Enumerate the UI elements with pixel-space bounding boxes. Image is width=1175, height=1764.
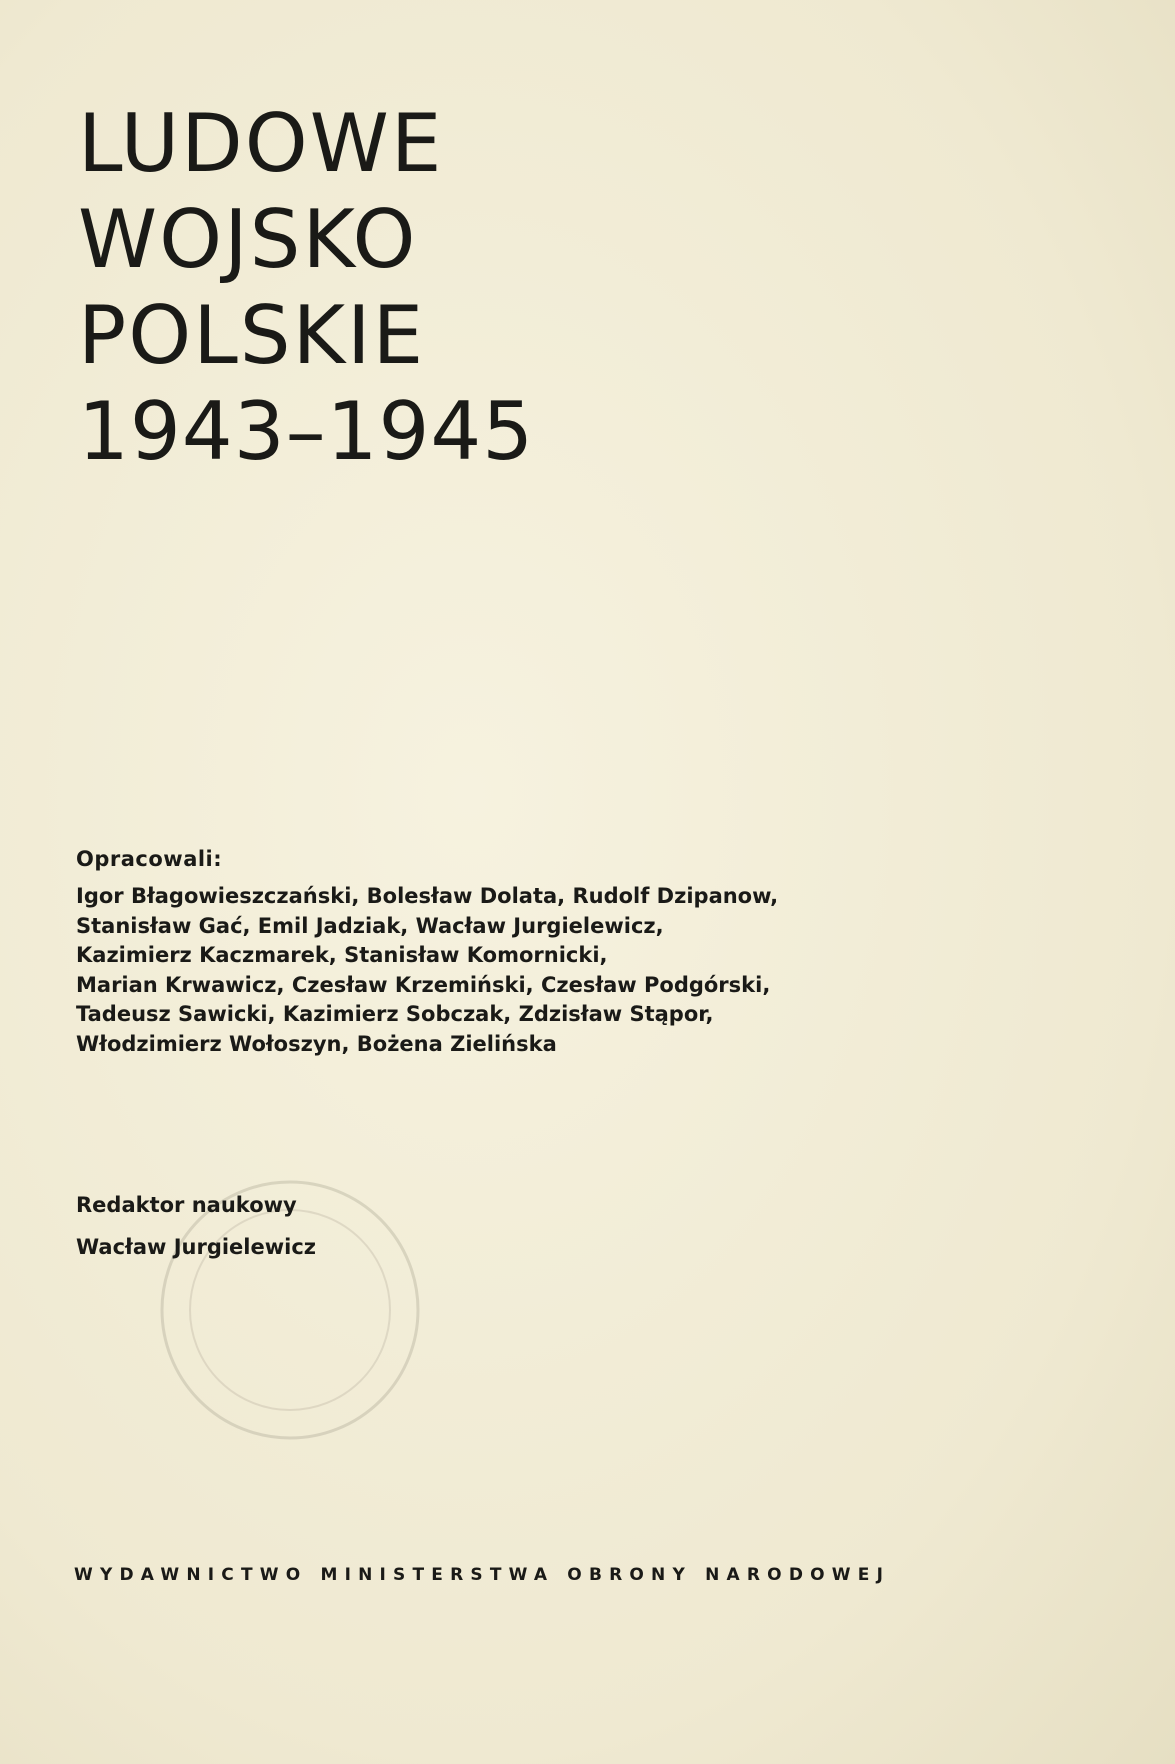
editor-role: Redaktor naukowy xyxy=(76,1193,297,1217)
author-line: Stanisław Gać, Emil Jadziak, Wacław Jurgielewicz, xyxy=(76,913,664,938)
title-years: 1943–1945 xyxy=(78,385,535,478)
publisher: WYDAWNICTWO MINISTERSTWA OBRONY NARODOWEJ xyxy=(74,1565,891,1585)
author-line: Igor Błagowieszczański, Bolesław Dolata, Rudolf Dzipanow, xyxy=(76,884,779,908)
authors-heading: Opracowali: xyxy=(76,847,223,871)
author-line: Włodzimierz Wołoszyn, Bożena Zielińska xyxy=(76,1031,557,1056)
author-line: Tadeusz Sawicki, Kazimierz Sobczak, Zdzisław Stąpor, xyxy=(76,1002,714,1026)
author-line: Marian Krwawicz, Czesław Krzemiński, Czesław Podgórski, xyxy=(76,972,771,997)
editor-name: Wacław Jurgielewicz xyxy=(76,1235,317,1259)
title-line-3: POLSKIE xyxy=(78,289,426,382)
authors-section xyxy=(76,842,1076,1059)
title-line-1: LUDOWE xyxy=(78,97,444,190)
author-line: Kazimierz Kaczmarek, Stanisław Komornicki, xyxy=(76,943,608,967)
title-line-2: WOJSKO xyxy=(78,193,418,286)
editor-section xyxy=(76,1190,316,1274)
book-title xyxy=(78,96,534,480)
